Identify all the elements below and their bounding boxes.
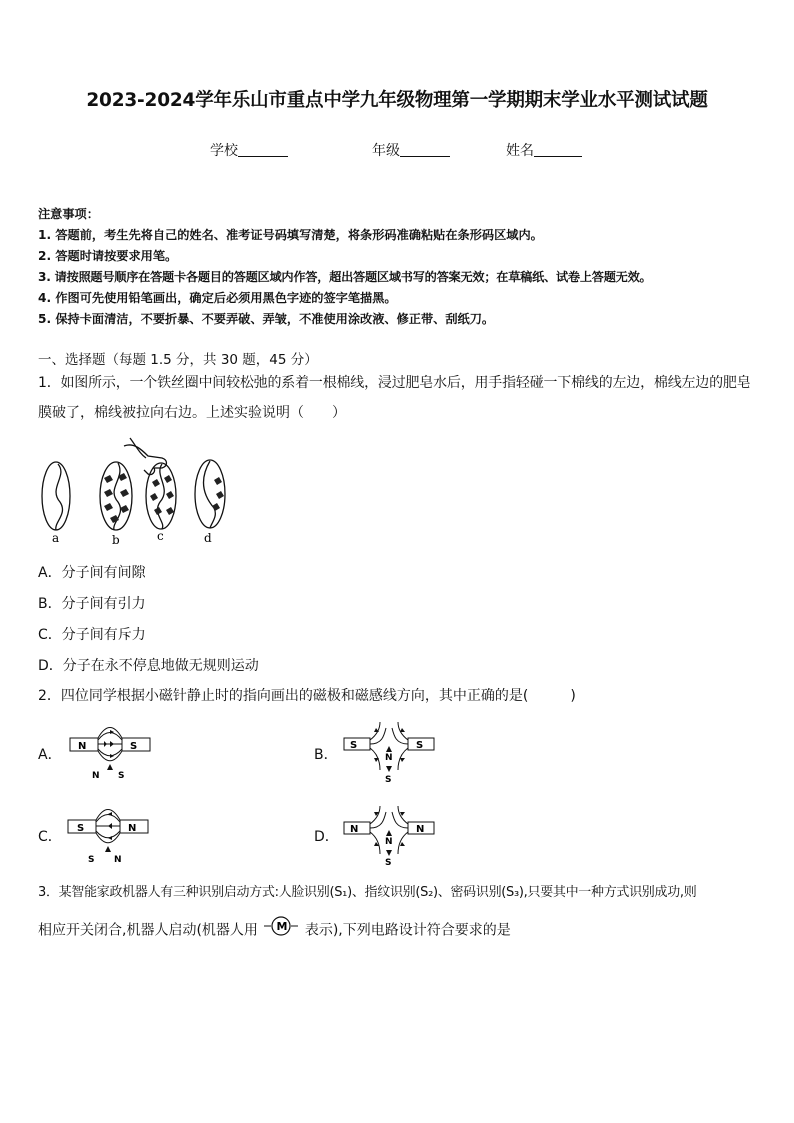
q1-option-c[interactable]: C．分子间有斥力 — [38, 627, 146, 643]
section-heading: 一、选择题（每题 1.5 分，共 30 题，45 分） — [38, 352, 318, 368]
needle-label: S — [88, 855, 95, 865]
grade-label: 年级 — [372, 143, 400, 159]
pole-label: N — [128, 823, 137, 834]
needle-label: S — [118, 771, 125, 781]
question-3-text — [38, 880, 758, 945]
question-1-text — [38, 370, 758, 426]
notes-heading: 注意事项： — [38, 207, 99, 221]
q2-option-a-label[interactable]: A． — [38, 747, 62, 763]
motor-symbol: M — [276, 920, 288, 933]
magnet-diagram-c[interactable] — [64, 804, 156, 866]
pole-label: S — [130, 741, 138, 752]
pole-label: S — [77, 823, 85, 834]
grade-blank[interactable] — [400, 142, 450, 157]
pole-label: S — [350, 740, 358, 751]
needle-label: N — [92, 771, 100, 781]
q1-line-1: 1．如图所示，一个铁丝圈中间较松弛的系着一根棉线，浸过肥皂水后，用手指轻碰一下棉线的左边，棉线左边的肥皂 — [38, 375, 751, 391]
note-item: 2. 答题时请按要求用笔。 — [38, 249, 178, 263]
q3-line-2a: 相应开关闭合,机器人启动(机器人用 — [38, 922, 258, 939]
pole-label: N — [416, 824, 425, 835]
q1-option-d[interactable]: D．分子在永不停息地做无规则运动 — [38, 658, 259, 674]
school-field[interactable] — [210, 140, 288, 160]
q3-line-2b: 表示),下列电路设计符合要求的是 — [304, 922, 511, 939]
pole-label: N — [350, 824, 359, 835]
school-label: 学校 — [210, 143, 238, 159]
motor-icon — [264, 916, 298, 945]
note-item: 5. 保持卡面清洁，不要折暴、不要弄破、弄皱，不准使用涂改液、修正带、刮纸刀。 — [38, 312, 495, 326]
note-item: 3. 请按照题号顺序在答题卡各题目的答题区域内作答，超出答题区域书写的答案无效；在草稿纸、试卷上答题无效。 — [38, 270, 652, 284]
figure-label-c: c — [157, 529, 164, 543]
soap-film-figure — [34, 436, 234, 548]
q1-option-b[interactable]: B．分子间有引力 — [38, 596, 146, 612]
needle-label: N — [385, 837, 393, 847]
grade-field[interactable] — [372, 140, 450, 160]
notes-block — [38, 204, 651, 330]
figure-label-b: b — [112, 533, 120, 547]
thread-a — [56, 464, 63, 530]
needle-label: N — [385, 753, 393, 763]
pole-label: S — [416, 740, 424, 751]
note-item: 1. 答题前，考生先将自己的姓名、准考证号码填写清楚，将条形码准确粘贴在条形码区域内。 — [38, 228, 543, 242]
q2-option-b-label[interactable]: B． — [314, 747, 338, 763]
school-blank[interactable] — [238, 142, 288, 157]
magnet-diagram-d[interactable] — [340, 804, 440, 866]
q3-line-1: 3．某智能家政机器人有三种识别启动方式:人脸识别(S₁)、指纹识别(S₂)、密码识别(S₃),只要其中一种方式识别成功,则 — [38, 885, 697, 900]
figure-label-d: d — [204, 531, 212, 545]
magnet-diagram-b[interactable] — [340, 722, 440, 784]
name-label: 姓名 — [506, 143, 534, 159]
needle-label: S — [385, 775, 392, 784]
thread-c — [157, 464, 164, 529]
name-field[interactable] — [506, 140, 582, 160]
q2-option-d-label[interactable]: D． — [314, 829, 339, 845]
q1-line-2: 膜破了，棉线被拉向右边。上述实验说明（ ） — [38, 405, 346, 421]
needle-label: S — [385, 858, 392, 866]
pole-label: N — [78, 741, 87, 752]
q3-line-2 — [38, 916, 758, 945]
thread-d — [204, 461, 216, 528]
page-title: 2023-2024学年乐山市重点中学九年级物理第一学期期末学业水平测试试题 — [86, 90, 708, 111]
question-2-text: 2．四位同学根据小磁针静止时的指向画出的磁极和磁感线方向，其中正确的是( ) — [38, 688, 576, 704]
needle-label: N — [114, 855, 122, 865]
name-blank[interactable] — [534, 142, 582, 157]
q2-option-c-label[interactable]: C． — [38, 829, 62, 845]
q1-option-a[interactable]: A．分子间有间隙 — [38, 565, 146, 581]
note-item: 4. 作图可先使用铅笔画出，确定后必须用黑色字迹的签字笔描黑。 — [38, 291, 397, 305]
figure-label-a: a — [52, 531, 60, 545]
magnet-diagram-a[interactable] — [66, 724, 156, 784]
